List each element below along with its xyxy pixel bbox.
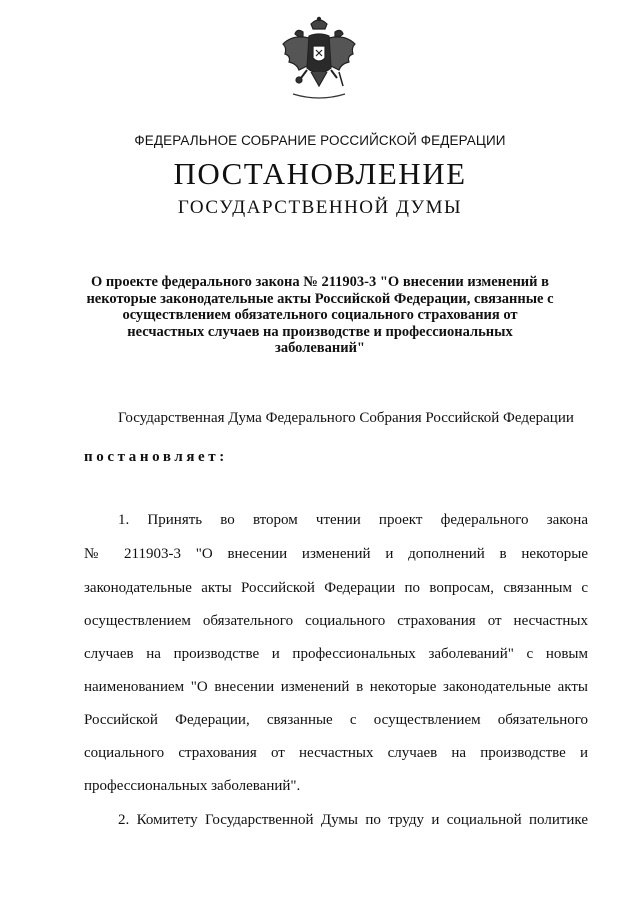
paragraph-line: 1. Принять во втором чтении проект федерального закона [118,512,588,528]
paragraph-line: Российской Федерации, связанные с осуществлением обязательного [84,712,588,728]
resolves-keyword: постановляет: [84,449,228,465]
subject-line: О проекте федерального закона № 211903-3 "О внесении изменений в [91,274,549,290]
paragraph-line: 2. Комитету Государственной Думы по труду и социальной политике [118,812,588,828]
organization-line: ФЕДЕРАЛЬНОЕ СОБРАНИЕ РОССИЙСКОЙ ФЕДЕРАЦИИ [134,133,506,148]
subject-line: заболеваний" [275,340,365,356]
paragraph-line: социального страхования от несчастных случаев на производстве и [84,745,588,761]
subject-line: осуществлением обязательного социального страхования от [122,307,518,323]
preamble-text: Государственная Дума Федерального Собрания Российской Федерации [118,410,574,426]
paragraph-line: осуществлением обязательного социального страхования от несчастных [84,613,588,629]
document-type-title: ПОСТАНОВЛЕНИЕ [173,156,467,191]
paragraph-line: случаев на производстве и профессиональных заболеваний" с новым [84,646,588,662]
subject-line: некоторые законодательные акты Российской Федерации, связанные с [86,290,554,307]
paragraph-line: наименованием "О внесении изменений в некоторые законодательные акты [84,679,588,695]
paragraph-line: профессиональных заболеваний". [84,778,301,794]
subject-line: несчастных случаев на производстве и профессиональных [127,323,513,340]
issuer-title: ГОСУДАРСТВЕННОЙ ДУМЫ [177,197,463,218]
paragraph-line: законодательные акты Российской Федерации по вопросам, связанным с [84,580,588,596]
coat-of-arms-icon [273,16,365,102]
paragraph-line: № 211903-3 "О внесении изменений и дополнений в некоторые [84,546,588,562]
document-subject [70,274,570,357]
